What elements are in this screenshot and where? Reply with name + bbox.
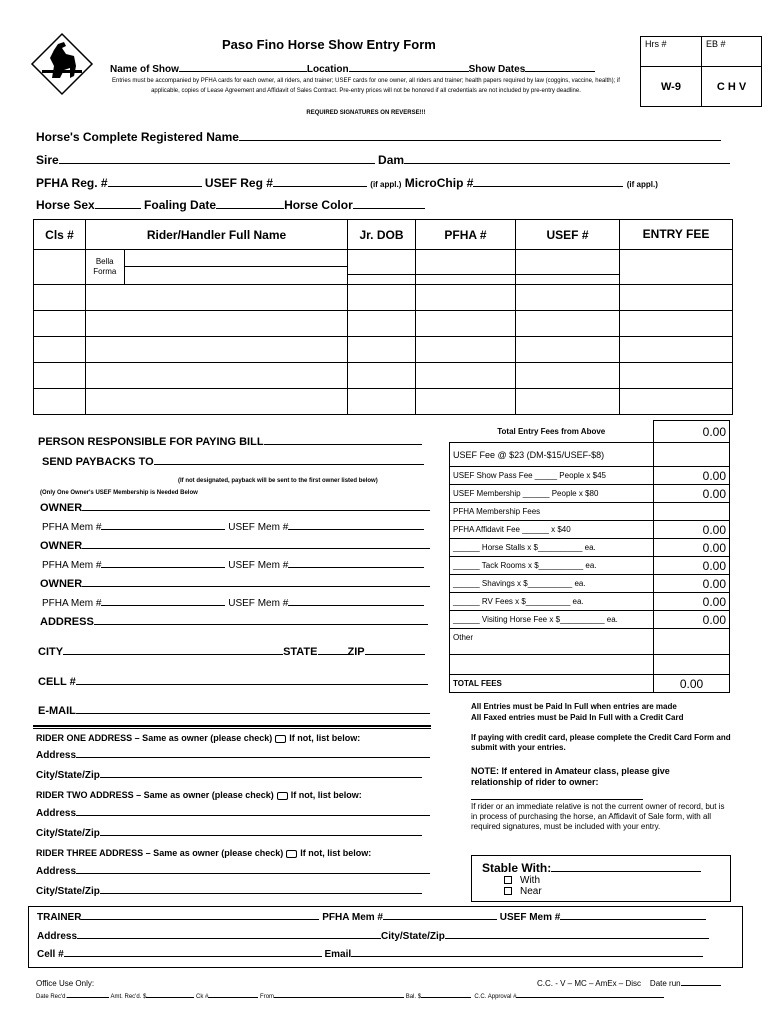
total-entry-row [450, 421, 730, 443]
rider-one-row [36, 733, 360, 743]
rider-cell[interactable] [86, 389, 348, 415]
name-of-show-label: Name of Show [110, 64, 179, 75]
usef-mem-label: USEF Mem # [228, 560, 289, 571]
amateur-body: If rider or an immediate relative is not the current owner of record, but is in process of purchasing the horse, an Affidavit of Sale form, with all required signatures, must be included with your entry. [471, 802, 725, 831]
trainer-email-field[interactable] [351, 956, 703, 957]
usef-reg-label: USEF Reg # [204, 176, 273, 190]
person-responsible-row [38, 436, 422, 448]
show-dates-field[interactable] [525, 71, 595, 72]
address-label: Address [36, 866, 77, 877]
entry-header-row [34, 220, 733, 250]
fee-value[interactable] [654, 503, 730, 521]
entry-row [34, 389, 733, 415]
sex-field[interactable] [95, 208, 141, 209]
office-cc-row [537, 979, 721, 988]
fee-row [450, 539, 730, 557]
sire-dam-row [36, 153, 730, 167]
trainer-pfha-field[interactable] [383, 919, 497, 920]
pfha-mem-field[interactable] [101, 567, 225, 568]
amateur-note: NOTE: If entered in Amateur class, please give relationship of rider to owner: [471, 766, 670, 787]
rider-cell[interactable] [86, 311, 348, 337]
rider-three-address-row [36, 866, 430, 877]
fee-cell[interactable] [620, 337, 733, 363]
with-label: With [520, 875, 540, 886]
address-label: Address [36, 750, 77, 761]
rider-two-csz-row [36, 828, 422, 839]
dam-field[interactable] [404, 163, 730, 164]
entry-row [34, 285, 733, 311]
paid-full-2: All Faxed entries must be Paid In Full with a Credit Card [471, 713, 684, 722]
owner-1-row [40, 502, 430, 514]
fee-label: ______ RV Fees x $__________ ea. [450, 593, 654, 611]
other-value[interactable] [654, 629, 730, 655]
section-divider [33, 725, 431, 729]
color-label: Horse Color [284, 198, 353, 212]
microchip-if-appl: (if appl.) [626, 180, 658, 189]
cls-cell[interactable] [34, 363, 86, 389]
cell-row [38, 676, 428, 688]
zip-label: ZIP [347, 646, 365, 658]
cc-types: C.C. - V – MC – AmEx – Disc [537, 979, 642, 988]
jr-dob-cell[interactable] [348, 389, 416, 415]
address-field[interactable] [76, 757, 430, 758]
total-entry-label: Total Entry Fees from Above [450, 421, 654, 443]
jr-dob-header: Jr. DOB [348, 220, 416, 250]
owner-2-mem-row [42, 560, 424, 571]
cc-approval-field[interactable] [516, 997, 664, 998]
trainer-csz-field[interactable] [445, 938, 709, 939]
owner-3-mem-row [42, 598, 424, 609]
near-label: Near [520, 886, 542, 897]
stable-with-box [471, 855, 731, 902]
date-recd-label: Date Rec'd. [36, 994, 68, 1000]
fee-label: USEF Membership ______ People x $80 [450, 485, 654, 503]
pfha-reg-field[interactable] [108, 186, 202, 187]
rider-cell[interactable] [86, 337, 348, 363]
address-field[interactable] [76, 815, 430, 816]
stable-with-field[interactable] [551, 871, 701, 872]
with-option[interactable] [504, 875, 720, 886]
owner-3-row [40, 578, 430, 590]
location-field[interactable] [349, 71, 469, 72]
zip-field[interactable] [365, 654, 425, 655]
near-checkbox[interactable] [504, 887, 512, 895]
entry-notice: Entries must be accompanied by PFHA cards for each owner, all riders, and trainer; USEF cards for one owner, all riders and trainer; health papers required by law (coggins, vaccine, health); if applicable, copies of Lease Agreement and Affidavit of Sales Contract. Pre-entry prices will not be honored if all credentials are not included by pre-entry deadline. [112, 78, 620, 94]
fee-value[interactable]: 0.00 [654, 467, 730, 485]
office-use-label: Office Use Only: [36, 979, 95, 988]
reg-row [36, 176, 658, 190]
location-label: Location [306, 64, 349, 75]
usef-if-appl: (if appl.) [370, 180, 402, 189]
fee-value[interactable]: 0.00 [654, 611, 730, 629]
entry-table [33, 219, 733, 415]
entry-row [34, 311, 733, 337]
office-box [640, 36, 762, 107]
owner-field[interactable] [82, 548, 430, 549]
eb-cell[interactable]: EB # [702, 37, 762, 67]
fee-value[interactable]: 0.00 [654, 575, 730, 593]
pfha-cell[interactable] [416, 285, 516, 311]
trainer-field[interactable] [81, 919, 319, 920]
rider-two-checkbox[interactable] [277, 792, 288, 800]
rider-one-csz-row [36, 770, 422, 781]
rider-line-1[interactable] [125, 251, 348, 267]
email-field[interactable] [76, 713, 430, 714]
form-title: Paso Fino Horse Show Entry Form [222, 37, 436, 52]
send-paybacks-row [42, 456, 424, 468]
pfha-cell[interactable] [416, 363, 516, 389]
rider-three-csz-row [36, 886, 422, 897]
paid-full-1: All Entries must be Paid In Full when entries are made [471, 702, 677, 711]
state-field[interactable] [318, 654, 348, 655]
jr-dob-cell[interactable] [348, 363, 416, 389]
relationship-field[interactable] [471, 792, 643, 800]
cc-approval-label: C.C. Approval # [474, 994, 517, 1000]
one-owner-note: (Only One Owner's USEF Membership is Needed Below [40, 490, 198, 496]
blank-label[interactable] [450, 655, 654, 675]
send-paybacks-field[interactable] [154, 464, 424, 465]
rider-one-address-row [36, 750, 430, 761]
foaling-field[interactable] [216, 208, 284, 209]
rider-three-label: RIDER THREE ADDRESS – Same as owner (please check) [36, 848, 284, 858]
date-recd-field[interactable] [67, 997, 109, 998]
owner-field[interactable] [82, 586, 430, 587]
total-fees-value[interactable]: 0.00 [654, 675, 730, 693]
csz-field[interactable] [100, 893, 422, 894]
trainer-box [28, 906, 743, 968]
cell-field[interactable] [76, 684, 428, 685]
jr-dob-cell[interactable] [348, 250, 416, 285]
cls-cell[interactable] [34, 389, 86, 415]
from-label: From [260, 994, 275, 1000]
fee-label: PFHA Membership Fees [450, 503, 654, 521]
trainer-usef-label: USEF Mem # [499, 912, 561, 923]
rider-one-label: RIDER ONE ADDRESS – Same as owner (please check) [36, 733, 273, 743]
rider-cell[interactable] [86, 285, 348, 311]
address-row [40, 616, 428, 628]
fee-cell[interactable] [620, 250, 733, 285]
csz-label: City/State/Zip [36, 886, 100, 897]
credit-card-note: If paying with credit card, please complete the Credit Card Form and submit with your entries. [471, 733, 731, 752]
bal-field[interactable] [421, 997, 471, 998]
stable-with-label: Stable With: [482, 861, 552, 875]
cls-header: Cls # [34, 220, 86, 250]
address-label: ADDRESS [40, 616, 94, 628]
usef-mem-field[interactable] [288, 529, 424, 530]
state-label: STATE [283, 646, 318, 658]
cls-cell[interactable] [34, 311, 86, 337]
usef-cell[interactable] [516, 337, 620, 363]
fee-cell[interactable] [620, 311, 733, 337]
trainer-cell-field[interactable] [64, 956, 322, 957]
fee-row [450, 485, 730, 503]
name-of-show-field[interactable] [179, 71, 307, 72]
trainer-address-field[interactable] [77, 938, 381, 939]
blank-value[interactable] [654, 655, 730, 675]
cls-cell[interactable] [34, 337, 86, 363]
rider-three-row [36, 848, 371, 858]
rider-cell [86, 250, 348, 285]
usef-cell[interactable] [516, 311, 620, 337]
fee-value[interactable]: 0.00 [654, 593, 730, 611]
rider-one-checkbox[interactable] [275, 735, 286, 743]
horse-name-row [36, 130, 721, 144]
date-run-label: Date run [649, 979, 681, 988]
required-signatures: REQUIRED SIGNATURES ON REVERSE!!! [306, 110, 426, 116]
fee-cell[interactable] [620, 285, 733, 311]
pfha-mem-field[interactable] [101, 605, 225, 606]
other-label: Other [450, 629, 654, 655]
csz-field[interactable] [100, 835, 422, 836]
owner-label: OWNER [40, 578, 83, 590]
trainer-email-label: Email [324, 949, 352, 960]
usef-mem-label: USEF Mem # [228, 522, 289, 533]
jr-dob-cell[interactable] [348, 337, 416, 363]
usef-mem-label: USEF Mem # [228, 598, 289, 609]
fee-row [450, 593, 730, 611]
sire-field[interactable] [59, 163, 375, 164]
send-paybacks-label: SEND PAYBACKS TO [42, 456, 154, 468]
rider-two-label: RIDER TWO ADDRESS – Same as owner (please check) [36, 790, 274, 800]
trainer-label: TRAINER [37, 912, 82, 923]
microchip-field[interactable] [473, 186, 623, 187]
trainer-address-label: Address [37, 931, 78, 942]
entry-row [34, 363, 733, 389]
pfha-cell[interactable] [416, 389, 516, 415]
city-label: CITY [38, 646, 64, 658]
trainer-address-row [37, 931, 709, 942]
show-info-line [110, 64, 630, 75]
person-responsible-label: PERSON RESPONSIBLE FOR PAYING BILL [38, 436, 264, 448]
color-field[interactable] [353, 208, 425, 209]
usef-cell[interactable] [516, 285, 620, 311]
fee-value[interactable]: 0.00 [654, 485, 730, 503]
amt-recd-label: Amt. Rec'd. $ [110, 994, 147, 1000]
city-row [38, 646, 425, 658]
address-label: Address [36, 808, 77, 819]
csz-label: City/State/Zip [36, 770, 100, 781]
usef-cell[interactable] [516, 250, 620, 285]
fee-label: ______ Visiting Horse Fee x $__________ ea. [450, 611, 654, 629]
fee-row [450, 557, 730, 575]
trainer-row [37, 912, 706, 923]
email-label: E-MAIL [38, 705, 76, 717]
fee-row [450, 521, 730, 539]
trainer-csz-label: City/State/Zip [381, 931, 445, 942]
near-option[interactable] [504, 886, 720, 897]
fee-row [450, 503, 730, 521]
fee-label: PFHA Affidavit Fee ______ x $40 [450, 521, 654, 539]
pfha-logo [30, 32, 94, 96]
rider-split-cell [124, 250, 347, 284]
from-field[interactable] [274, 997, 404, 998]
chv-cell[interactable]: C H V [702, 67, 762, 107]
usef-header: USEF # [516, 220, 620, 250]
foaling-label: Foaling Date [144, 198, 217, 212]
hrs-cell[interactable]: Hrs # [641, 37, 702, 67]
entry-row [34, 337, 733, 363]
bal-label: Bal. $ [405, 994, 422, 1000]
city-field[interactable] [63, 654, 283, 655]
owner-field[interactable] [82, 510, 430, 511]
trainer-cell-row [37, 949, 703, 960]
owner-label: OWNER [40, 502, 83, 514]
office-bottom-row [36, 994, 664, 1000]
other-row [450, 629, 730, 655]
sex-label: Horse Sex [36, 198, 95, 212]
owner-2-row [40, 540, 430, 552]
fee-cell[interactable] [620, 363, 733, 389]
rider-two-row [36, 790, 362, 800]
email-row [38, 705, 430, 717]
fee-value[interactable]: 0.00 [654, 521, 730, 539]
trainer-cell-label: Cell # [37, 949, 64, 960]
total-fees-row [450, 675, 730, 693]
usef-mem-field[interactable] [288, 567, 424, 568]
pfha-cell[interactable] [416, 250, 516, 285]
fee-value[interactable]: 0.00 [654, 539, 730, 557]
rider-two-address-row [36, 808, 430, 819]
pfha-mem-field[interactable] [101, 529, 225, 530]
csz-field[interactable] [100, 777, 422, 778]
usef-fee-label: USEF Fee @ $23 (DM-$15/USEF-$8) [450, 443, 654, 467]
w9-cell[interactable]: W-9 [641, 67, 702, 107]
address-field[interactable] [76, 873, 430, 874]
usef-mem-field[interactable] [288, 605, 424, 606]
microchip-label: MicroChip # [404, 176, 474, 190]
fee-cell[interactable] [620, 389, 733, 415]
usef-fee-row [450, 443, 730, 467]
ck-label: Ck # [196, 994, 209, 1000]
rider-three-if-not: If not, list below: [300, 848, 372, 858]
cls-cell[interactable] [34, 250, 86, 285]
fee-table [449, 420, 730, 693]
horse-name-label: Horse's Complete Registered Name [36, 130, 239, 144]
fee-label: ______ Horse Stalls x $__________ ea. [450, 539, 654, 557]
jr-dob-cell[interactable] [348, 311, 416, 337]
csz-label: City/State/Zip [36, 828, 100, 839]
owner-1-mem-row [42, 522, 424, 533]
cls-cell[interactable] [34, 285, 86, 311]
usef-reg-field[interactable] [273, 186, 367, 187]
pfha-reg-label: PFHA Reg. # [36, 176, 108, 190]
rider-line-2[interactable] [125, 267, 348, 283]
sex-row [36, 198, 425, 212]
total-entry-value[interactable]: 0.00 [654, 421, 730, 443]
fee-row [450, 575, 730, 593]
date-run-field[interactable] [681, 985, 721, 986]
fee-label: ______ Shavings x $__________ ea. [450, 575, 654, 593]
fee-row [450, 611, 730, 629]
pfha-cell[interactable] [416, 337, 516, 363]
usef-fee-value[interactable] [654, 443, 730, 467]
usef-cell[interactable] [516, 363, 620, 389]
pfha-mem-label: PFHA Mem # [42, 560, 102, 571]
pfha-cell[interactable] [416, 311, 516, 337]
address-field[interactable] [94, 624, 428, 625]
cell-label: CELL # [38, 676, 76, 688]
show-dates-label: Show Dates [468, 64, 526, 75]
dam-label: Dam [378, 153, 405, 167]
entry-row [34, 250, 733, 285]
rider-cell[interactable] [86, 363, 348, 389]
payback-note: (If not designated, payback will be sent to the first owner listed below) [178, 478, 378, 484]
blank-row [450, 655, 730, 675]
fee-value[interactable]: 0.00 [654, 557, 730, 575]
stable-with-row [482, 861, 720, 875]
fee-row [450, 467, 730, 485]
amt-recd-field[interactable] [146, 997, 194, 998]
total-fees-label: TOTAL FEES [450, 675, 654, 693]
fee-label: ______ Tack Rooms x $__________ ea. [450, 557, 654, 575]
pfha-mem-label: PFHA Mem # [42, 598, 102, 609]
rider-three-checkbox[interactable] [286, 850, 297, 858]
ck-field[interactable] [208, 997, 258, 998]
trainer-usef-field[interactable] [560, 919, 706, 920]
entry-fee-header: ENTRY FEE [620, 220, 733, 250]
rider-one-if-not: If not, list below: [289, 733, 361, 743]
pfha-mem-label: PFHA Mem # [42, 522, 102, 533]
with-checkbox[interactable] [504, 876, 512, 884]
fee-label: USEF Show Pass Fee _____ People x $45 [450, 467, 654, 485]
horse-name-field[interactable] [239, 140, 721, 141]
pfha-header: PFHA # [416, 220, 516, 250]
person-responsible-field[interactable] [264, 444, 422, 445]
trainer-pfha-label: PFHA Mem # [322, 912, 383, 923]
jr-dob-cell[interactable] [348, 285, 416, 311]
rider-header: Rider/Handler Full Name [86, 220, 348, 250]
rider-two-if-not: If not, list below: [290, 790, 362, 800]
sire-label: Sire [36, 153, 59, 167]
bella-forma-label: Bella Forma [86, 250, 124, 284]
owner-label: OWNER [40, 540, 83, 552]
usef-cell[interactable] [516, 389, 620, 415]
